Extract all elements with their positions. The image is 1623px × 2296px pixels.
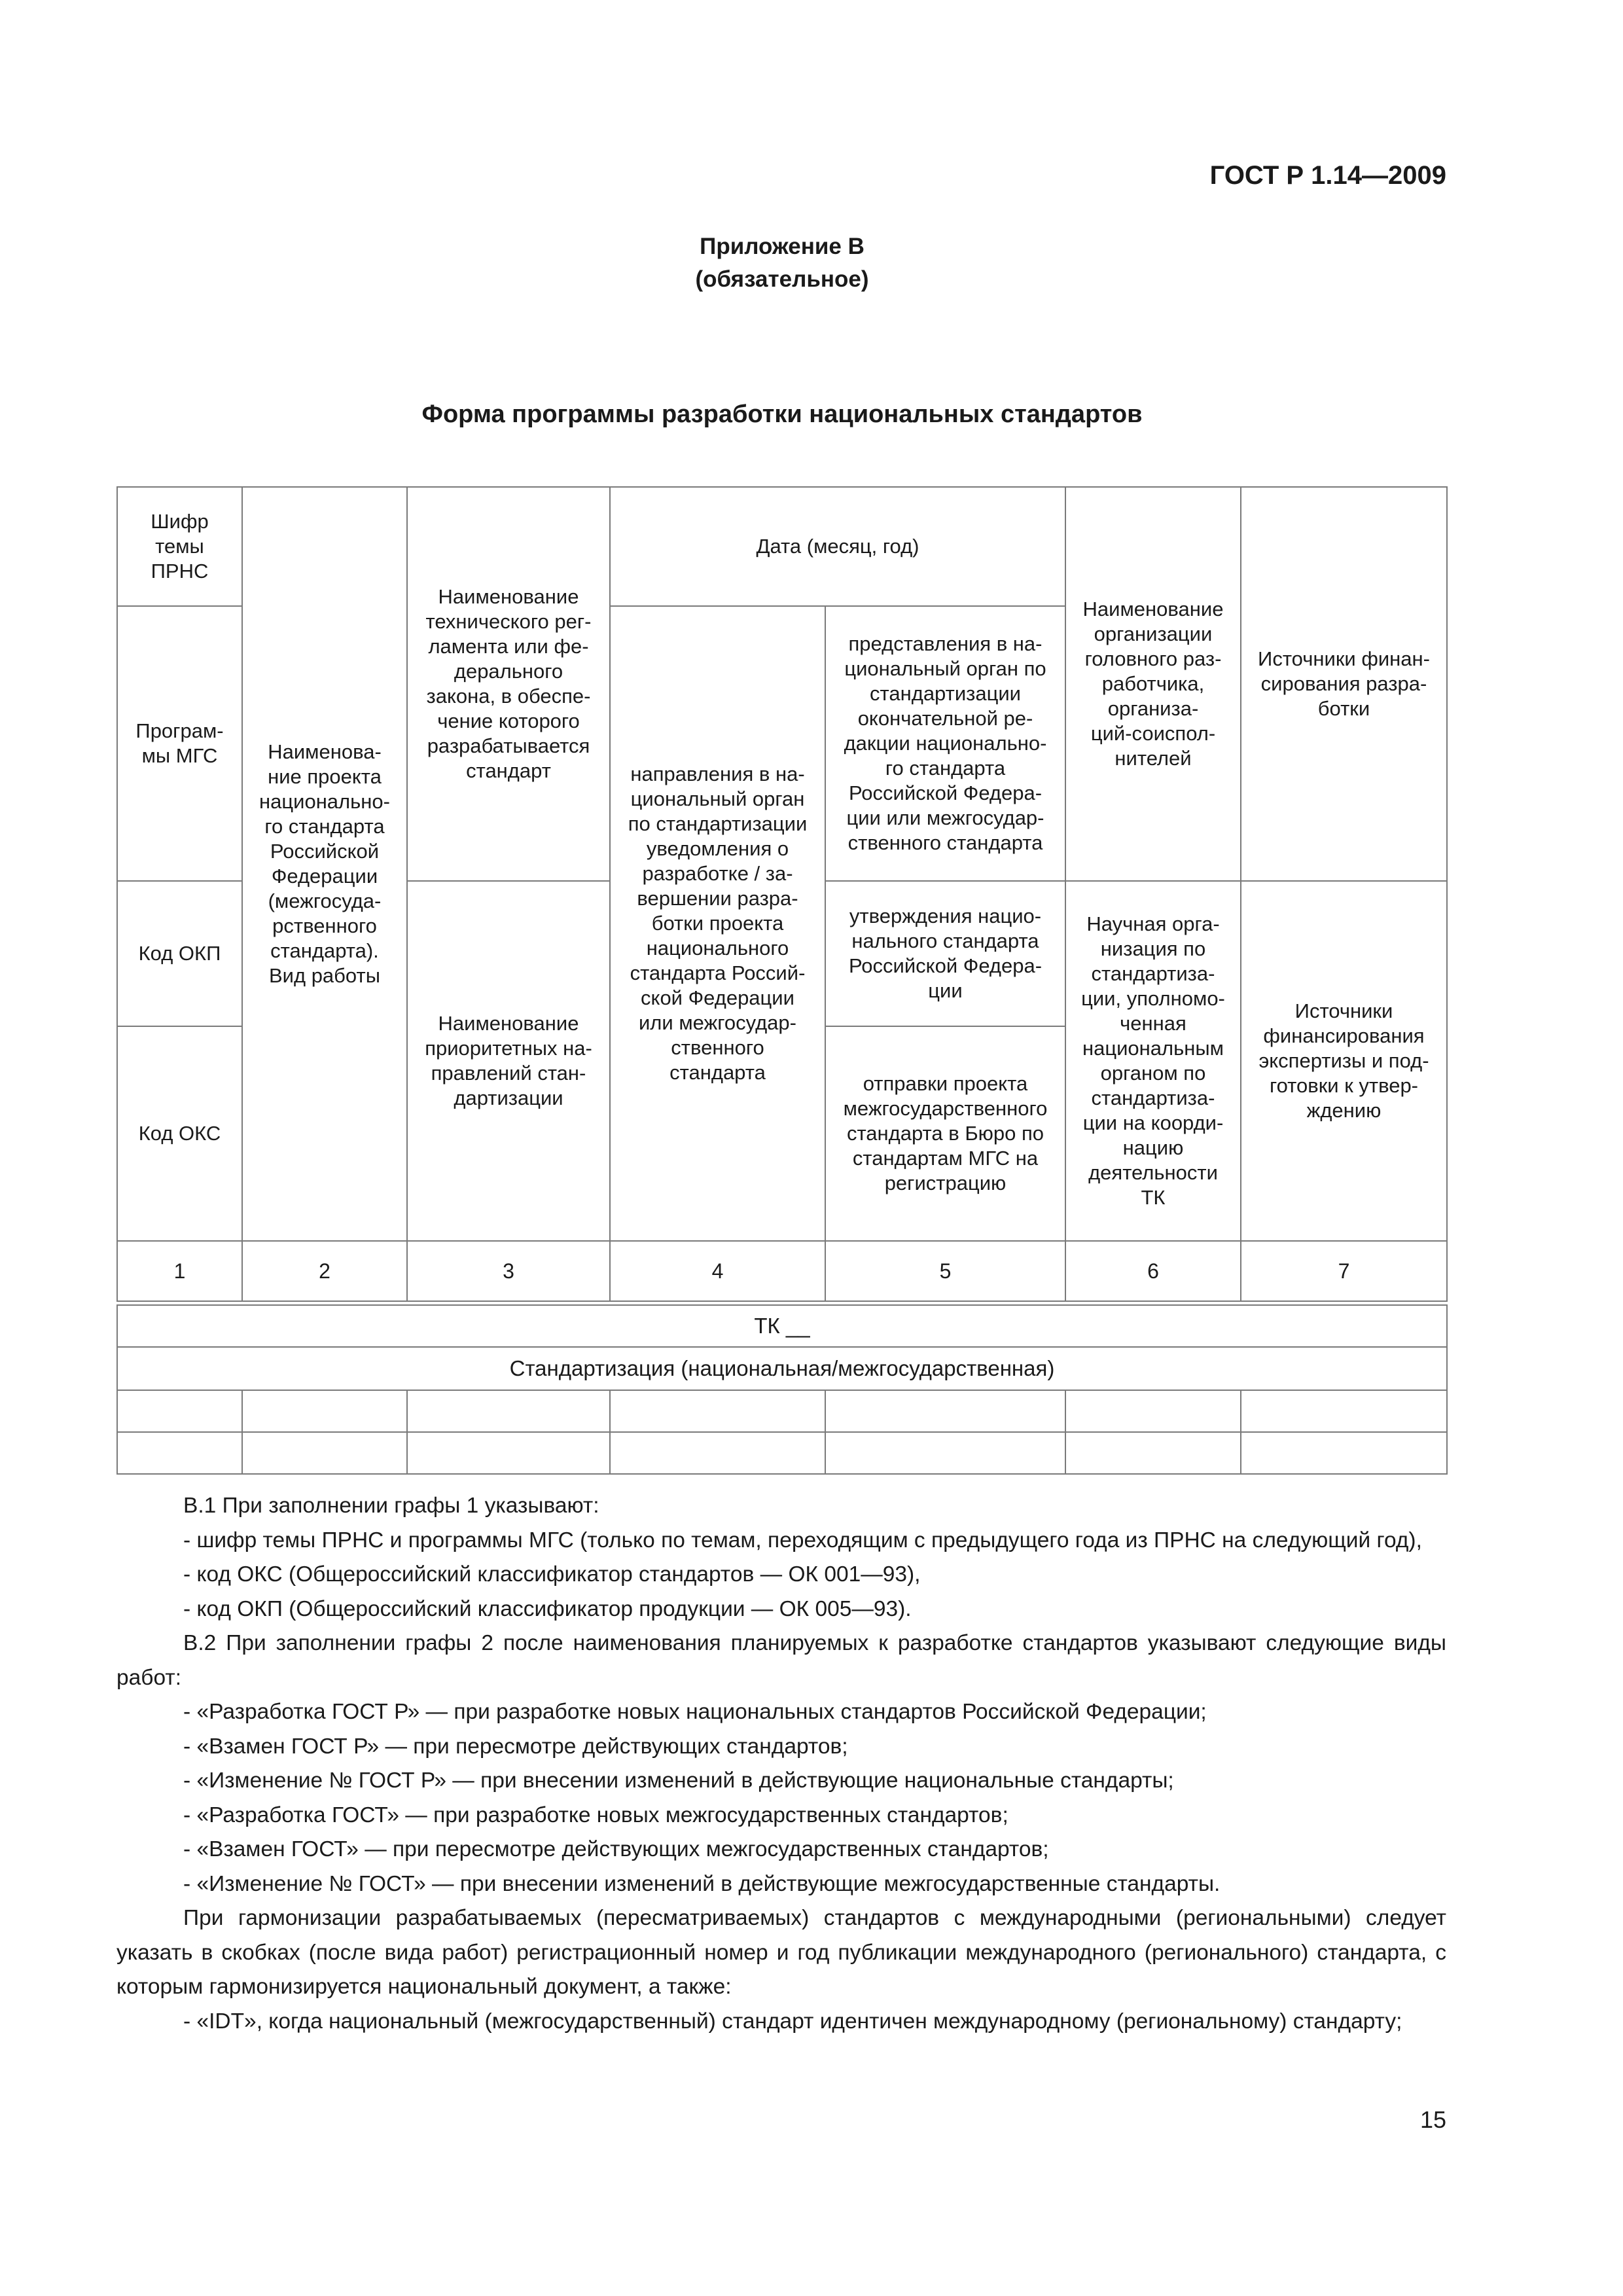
cell-mgs-program: Програм- мы МГС [117,606,242,881]
cell-oks-code: Код ОКС [117,1026,242,1241]
empty-cell [117,1432,242,1474]
empty-cell [1241,1432,1447,1474]
column-number: 7 [1241,1241,1447,1301]
page-number: 15 [1419,2106,1446,2133]
empty-cell [407,1390,610,1432]
cell-developer-org: Наименование организации головного раз- работчика, организа- ций-соиспол- нителей [1065,487,1241,881]
standardization-row: Стандартизация (национальная/межгосударственная) [117,1347,1447,1390]
list-item: - «Взамен ГОСТ Р» — при пересмотре действующих стандартов; [183,1734,848,1759]
list-item: - код ОКП (Общероссийский классификатор продукции — ОК 005—93). [183,1596,912,1621]
cell-prns-code: Шифр темы ПРНС [117,487,242,606]
appendix-title: Приложение В [700,234,865,259]
empty-cell [1065,1432,1241,1474]
cell-registration-date: отправки проекта межгосударственного стандарта в Бюро по стандартам МГС на регистрацию [825,1026,1065,1241]
document-code: ГОСТ Р 1.14—2009 [1209,161,1446,190]
cell-funding-expertise: Источники финансирования экспертизы и под- готовки к утвер- ждению [1241,881,1447,1241]
tk-row: ТК __ [117,1305,1447,1347]
cell-date-header: Дата (месяц, год) [610,487,1065,606]
list-item: - «Изменение № ГОСТ Р» — при внесении изменений в действующие национальные стандарты; [183,1768,1174,1793]
empty-cell [242,1432,407,1474]
harmonization-paragraph: При гармонизации разрабатываемых (пересматриваемых) стандартов с международными (региональными) следует указать в скобках (после вида работ) регистрационный номер и год публикации международного (регионального) стандарта, с которым гармонизируется национальный документ, а также: [116,1906,1446,1999]
program-form-table [116,486,1448,1475]
form-title: Форма программы разработки национальных стандартов [421,401,1143,428]
instructions-text [116,1489,1446,2039]
cell-approval-date: утверждения нацио- нального стандарта Российской Федера- ции [825,881,1065,1026]
cell-okp-code: Код ОКП [117,881,242,1026]
empty-cell [825,1390,1065,1432]
cell-project-name: Наименова- ние проекта национально- го стандарта Российской Федерации (межгосуда- рственного стандарта). Вид работы [242,487,407,1241]
cell-scientific-org: Научная орга- низация по стандартиза- ции, уполномо- ченная национальным органом по стандартиза- ции на коорди- нацию деятельности ТК [1065,881,1241,1241]
column-number: 5 [825,1241,1065,1301]
column-number: 3 [407,1241,610,1301]
cell-funding-development: Источники финан- сирования разра- ботки [1241,487,1447,881]
empty-cell [1065,1390,1241,1432]
cell-priority-areas: Наименование приоритетных на- правлений стан- дартизации [407,881,610,1241]
list-item: - «Разработка ГОСТ» — при разработке новых межгосударственных стандартов; [183,1803,1008,1827]
empty-cell [610,1390,825,1432]
appendix-heading [0,230,1564,296]
empty-cell [1241,1390,1447,1432]
list-item: - код ОКС (Общероссийский классификатор стандартов — ОК 001—93), [183,1562,921,1587]
clause-b1: В.1 При заполнении графы 1 указывают: [183,1494,599,1518]
column-number: 6 [1065,1241,1241,1301]
empty-cell [117,1390,242,1432]
cell-tech-regulation: Наименование технического рег- ламента или фе- дерального закона, в обеспе- чение которого разрабатывается стандарт [407,487,610,881]
cell-notification-date: направления в на- циональный орган по стандартизации уведомления о разработке / за- вершении разра- ботки проекта национального стандарта Россий- ской Федерации или межгосудар- ственного стандарта [610,606,825,1241]
list-item: - «Разработка ГОСТ Р» — при разработке новых национальных стандартов Российской Федерации; [183,1700,1207,1724]
empty-cell [825,1432,1065,1474]
list-item: - шифр темы ПРНС и программы МГС (только по темам, переходящим с предыдущего года из ПРНС на следующий год), [183,1528,1422,1552]
list-item: - «IDT», когда национальный (межгосударственный) стандарт идентичен международному (региональному) стандарту; [183,2009,1402,2034]
list-item: - «Взамен ГОСТ» — при пересмотре действующих межгосударственных стандартов; [183,1837,1049,1861]
list-item: - «Изменение № ГОСТ» — при внесении изменений в действующие межгосударственные стандарты. [183,1871,1221,1896]
column-number: 2 [242,1241,407,1301]
clause-b2: В.2 При заполнении графы 2 после наименования планируемых к разработке стандартов указывают следующие виды работ: [116,1631,1446,1690]
empty-cell [407,1432,610,1474]
empty-cell [610,1432,825,1474]
column-number: 4 [610,1241,825,1301]
column-number: 1 [117,1241,242,1301]
cell-final-draft-date: представления в на- циональный орган по стандартизации окончательной ре- дакции национально- го стандарта Российской Федера- ции или межгосудар- ственного стандарта [825,606,1065,881]
empty-cell [242,1390,407,1432]
appendix-status: (обязательное) [695,266,869,292]
